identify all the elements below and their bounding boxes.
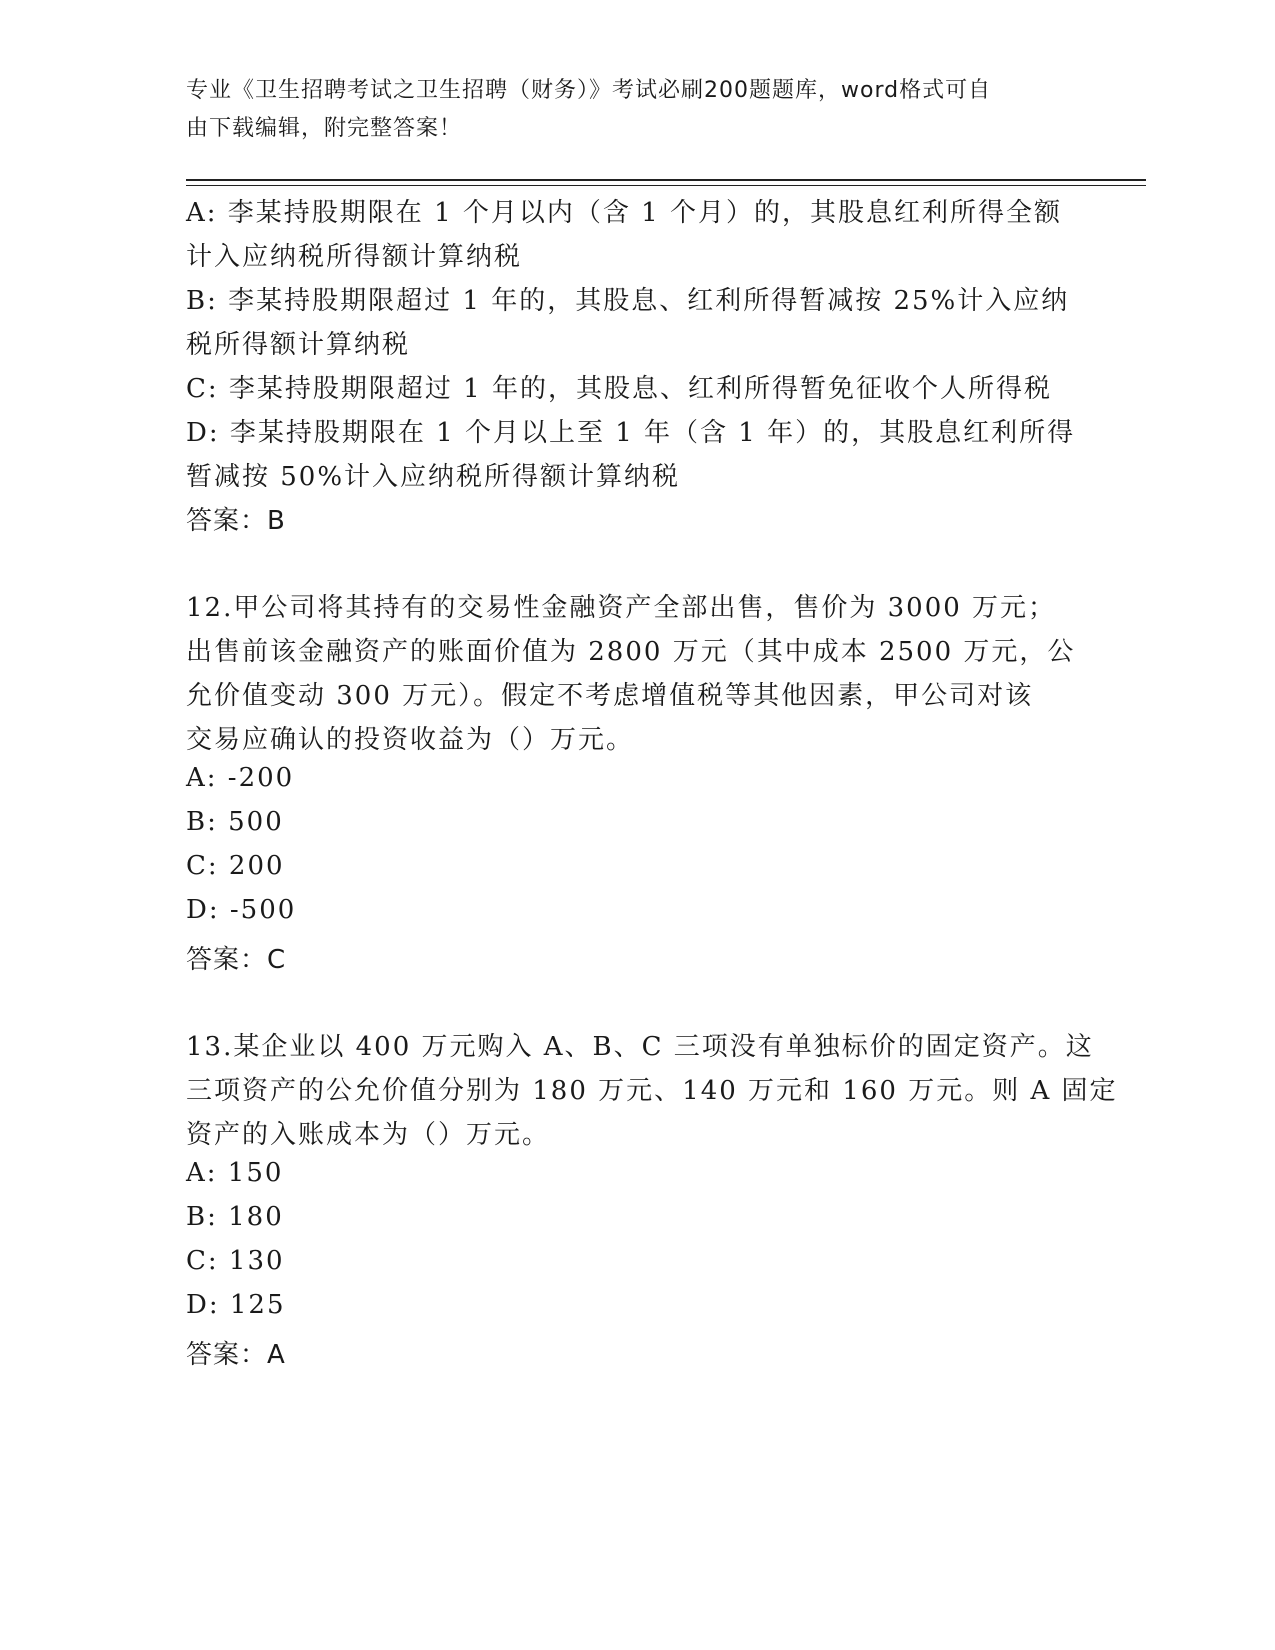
q11-option-b-line-1: B: 李某持股期限超过 1 年的，其股息、红利所得暂减按 25%计入应纳 (186, 286, 1070, 316)
q13-option-a: A: 150 (186, 1158, 284, 1188)
q12-stem-line-4: 交易应确认的投资收益为（）万元。 (186, 725, 635, 755)
q13-stem-line-1: 13.某企业以 400 万元购入 A、B、C 三项没有单独标价的固定资产。这 (186, 1032, 1094, 1062)
document-header (186, 72, 1066, 148)
q11-option-c: C: 李某持股期限超过 1 年的，其股息、红利所得暂免征收个人所得税 (186, 374, 1052, 404)
q12-stem-line-3: 允价值变动 300 万元）。假定不考虑增值税等其他因素，甲公司对该 (186, 681, 1034, 711)
q13-option-b: B: 180 (186, 1202, 284, 1232)
q11-option-a-line-1: A: 李某持股期限在 1 个月以内（含 1 个月）的，其股息红利所得全额 (186, 198, 1062, 228)
q12-stem-line-2: 出售前该金融资产的账面价值为 2800 万元（其中成本 2500 万元，公 (186, 637, 1076, 667)
q13-stem-line-3: 资产的入账成本为（）万元。 (186, 1120, 551, 1150)
q13-option-c: C: 130 (186, 1246, 285, 1276)
header-line-1: 专业《卫生招聘考试之卫生招聘（财务）》考试必刷200题题库，word格式可自 (186, 78, 992, 103)
q12-answer: 答案：C (186, 945, 287, 975)
header-divider-thin (186, 185, 1146, 186)
q13-stem-line-2: 三项资产的公允价值分别为 180 万元、140 万元和 160 万元。则 A 固定 (186, 1076, 1118, 1106)
q12-option-d: D: -500 (186, 895, 297, 925)
header-line-2: 由下载编辑，附完整答案！ (186, 116, 463, 141)
q13-answer: 答案：A (186, 1340, 286, 1370)
header-divider-thick (186, 179, 1146, 181)
q11-option-a-line-2: 计入应纳税所得额计算纳税 (186, 242, 523, 272)
q11-option-d-line-1: D: 李某持股期限在 1 个月以上至 1 年（含 1 年）的，其股息红利所得 (186, 418, 1076, 448)
q13-option-d: D: 125 (186, 1290, 286, 1320)
q12-option-c: C: 200 (186, 851, 285, 881)
q11-answer: 答案：B (186, 506, 286, 536)
q12-stem-line-1: 12.甲公司将其持有的交易性金融资产全部出售，售价为 3000 万元； (186, 593, 1057, 623)
q12-option-a: A: -200 (186, 763, 295, 793)
q12-option-b: B: 500 (186, 807, 284, 837)
q11-option-b-line-2: 税所得额计算纳税 (186, 330, 411, 360)
q11-option-d-line-2: 暂减按 50%计入应纳税所得额计算纳税 (186, 462, 681, 492)
